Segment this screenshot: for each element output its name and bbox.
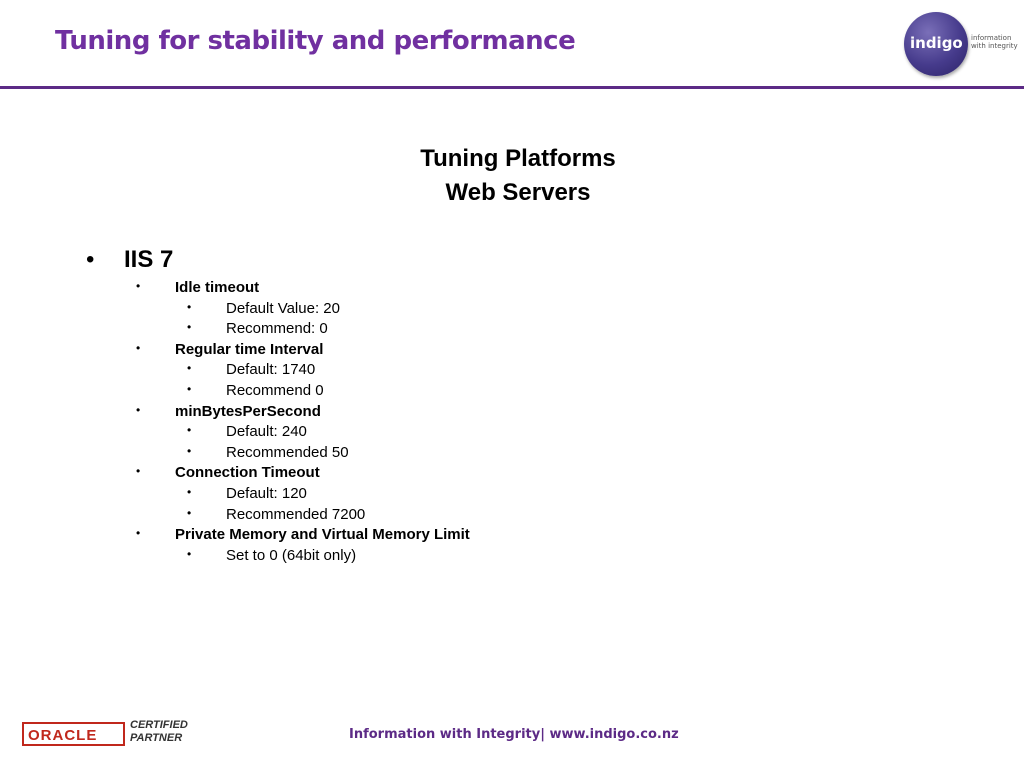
bullet-marker: • bbox=[187, 299, 192, 314]
section-heading-2: Web Servers bbox=[445, 179, 591, 206]
logo-tagline-line1: information bbox=[971, 34, 1012, 42]
setting-value-text: Recommended 7200 bbox=[226, 505, 366, 523]
section-heading-1: Tuning Platforms bbox=[420, 145, 616, 172]
bullet-marker: • bbox=[187, 485, 192, 499]
oracle-cert-line1: CERTIFIED bbox=[130, 719, 188, 731]
bullet-marker: • bbox=[187, 443, 192, 458]
oracle-cert bbox=[130, 719, 188, 745]
bullet-marker: • bbox=[187, 361, 192, 376]
bullet-marker: • bbox=[136, 464, 141, 479]
oracle-cert-line2: PARTNER bbox=[130, 732, 183, 744]
oracle-box bbox=[22, 722, 125, 746]
bullet-marker: • bbox=[187, 546, 192, 561]
setting-value-text: Recommend 0 bbox=[226, 382, 324, 399]
setting-value-text: Default Value: 20 bbox=[226, 299, 340, 317]
oracle-partner-logo bbox=[22, 719, 202, 749]
logo-word: indigo bbox=[910, 34, 963, 52]
logo-tagline bbox=[971, 34, 1018, 50]
setting-value-text: Recommend: 0 bbox=[226, 320, 328, 338]
setting-label: Idle timeout bbox=[175, 279, 260, 296]
footer-text: Information with Integrity| www.indigo.co.nz bbox=[349, 727, 679, 742]
bullet-label: IIS 7 bbox=[124, 246, 174, 273]
bullet-marker: • bbox=[136, 402, 141, 417]
bullet-marker: • bbox=[187, 505, 192, 520]
indigo-logo bbox=[904, 12, 1020, 78]
bullet-marker: • bbox=[187, 320, 192, 335]
bullet-marker: • bbox=[136, 340, 141, 355]
bullet-marker: • bbox=[136, 279, 141, 293]
title-divider bbox=[0, 86, 1024, 89]
setting-value-text: Set to 0 (64bit only) bbox=[226, 546, 357, 564]
setting-value-text: Default: 240 bbox=[226, 423, 307, 441]
oracle-word: ORACLE bbox=[28, 727, 98, 744]
setting-label: Regular time Interval bbox=[175, 340, 324, 358]
bullet-marker: • bbox=[187, 423, 192, 438]
bullet-marker: • bbox=[86, 246, 95, 273]
logo-tagline-line2: with integrity bbox=[971, 42, 1018, 50]
slide-title: Tuning for stability and performance bbox=[55, 26, 576, 56]
setting-value-text: Default: 120 bbox=[226, 485, 307, 502]
setting-label: minBytesPerSecond bbox=[175, 402, 321, 420]
setting-label: Connection Timeout bbox=[175, 464, 320, 482]
setting-label: Private Memory and Virtual Memory Limit bbox=[175, 526, 470, 544]
setting-value-text: Recommended 50 bbox=[226, 443, 349, 461]
bullet-marker: • bbox=[136, 526, 141, 541]
bullet-marker: • bbox=[187, 382, 192, 396]
setting-value-text: Default: 1740 bbox=[226, 361, 316, 379]
